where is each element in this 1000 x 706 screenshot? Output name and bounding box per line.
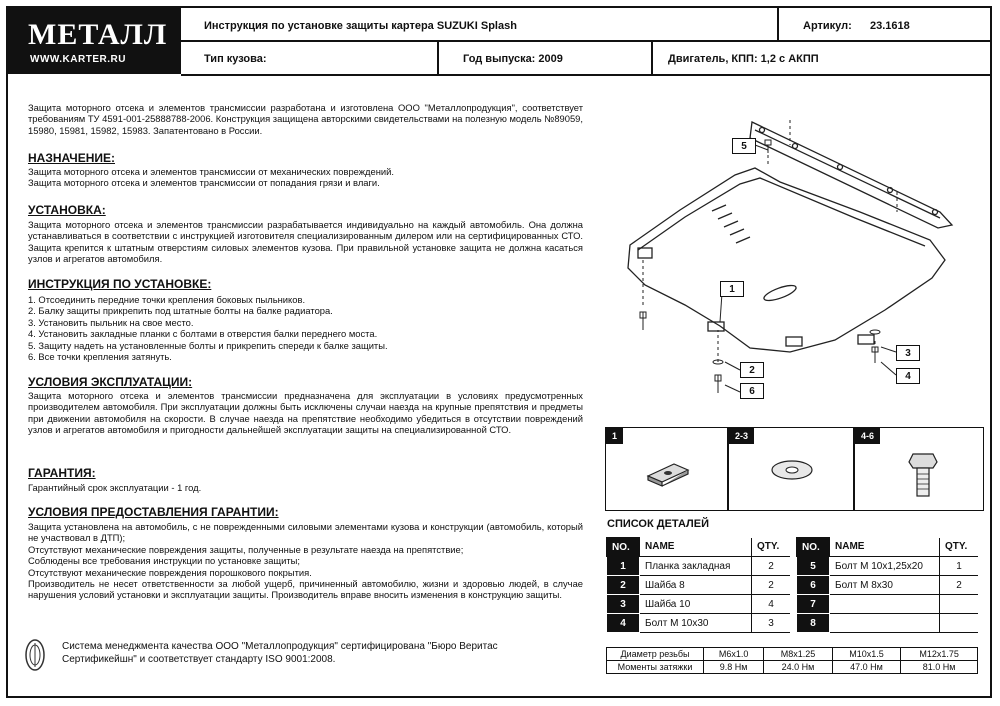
part-name: Планка закладная xyxy=(640,557,752,576)
part-qty: 3 xyxy=(752,614,791,633)
table-row xyxy=(607,661,978,674)
part-panel xyxy=(605,427,728,511)
engine: Двигатель, КПП: 1,2 с АКПП xyxy=(668,52,819,65)
thread-size: М8х1.25 xyxy=(764,648,833,661)
header-divider xyxy=(181,74,992,76)
diagram-callout: 4 xyxy=(896,368,920,384)
brand-name: МЕТАЛЛ xyxy=(28,18,168,51)
thread-size: М6х1.0 xyxy=(704,648,764,661)
part-name xyxy=(830,595,940,614)
parts-list-title: СПИСОК ДЕТАЛЕЙ xyxy=(607,518,709,530)
bolt-icon xyxy=(905,450,941,500)
conditions-text: Защита моторного отсека и элементов трансмиссии предназначена для эксплуатации в условиях предусмотренных производителем автомобиля. При эксплуатации должны быть исключены случаи наезда на крупные препятствия и предметы при движении автомобиля на скорости. В случае наезда на препятствие необходимо убедиться в отсутствии повреждений узлов и агрегатов автомобиля и пригодности дальнейшей эксплуатации защиты на специализированной СТО. xyxy=(28,390,583,436)
diagram-callout: 5 xyxy=(732,138,756,154)
instruction-step: 1. Отсоединить передние точки крепления боковых пыльников. xyxy=(28,294,306,305)
part-no: 1 xyxy=(607,557,640,576)
part-panel-label: 2-3 xyxy=(729,428,754,444)
skid-plate-edge xyxy=(638,178,925,250)
skid-plate-outline xyxy=(628,168,945,352)
instruction-step: 4. Установить закладные планки с болтами в отверстия балки переднего моста. xyxy=(28,328,378,340)
diagram-callout: 1 xyxy=(720,281,744,297)
washer-icon xyxy=(769,458,815,482)
part-no: 5 xyxy=(797,557,830,576)
col-header: NAME xyxy=(830,538,940,557)
col-header: NO. xyxy=(607,538,640,557)
certification-seal-icon xyxy=(24,638,46,672)
part-no: 3 xyxy=(607,595,640,614)
instruction-step: 3. Установить пыльник на свое место. xyxy=(28,316,194,328)
warranty-text: Гарантийный срок эксплуатации - 1 год. xyxy=(28,482,202,493)
purpose-text xyxy=(28,166,583,189)
col-header: NAME xyxy=(640,538,752,557)
torque-value: 9.8 Нм xyxy=(704,661,764,674)
warranty-term: Защита установлена на автомобиль, с не поврежденными силовыми элементами кузова и конструкции (автомобиль, который не участвовал в ДТП); xyxy=(28,521,583,544)
col-header: NO. xyxy=(797,538,830,557)
warranty-term: Соблюдены все требования инструкции по установке защиты; xyxy=(28,555,301,567)
col-header: QTY. xyxy=(752,538,791,557)
brand-site: WWW.KARTER.RU xyxy=(30,54,126,65)
part-panel xyxy=(854,427,984,511)
parts-table-left xyxy=(606,537,790,633)
table-row xyxy=(607,595,791,614)
intro-text: Защита моторного отсека и элементов трансмиссии разработана и изготовлена ООО "Металлопродукция", соответствует требованиям ТУ 4591-001-25888788-2006. Конструкция защищена авторскими свидетельствами на полезную модель №89059, 15980, 15981, 15982, 15983. Запатентовано в России. xyxy=(28,102,583,136)
torque-row-label: Диаметр резьбы xyxy=(607,648,704,661)
document-title: Инструкция по установке защиты картера SUZUKI Splash xyxy=(204,20,517,32)
plate-icon xyxy=(644,458,692,488)
warranty-terms-text xyxy=(28,521,583,601)
brand-logo xyxy=(8,8,179,74)
torque-value: 81.0 Нм xyxy=(901,661,978,674)
part-no: 7 xyxy=(797,595,830,614)
part-no: 4 xyxy=(607,614,640,633)
part-qty: 2 xyxy=(752,576,791,595)
section-title-purpose: НАЗНАЧЕНИЕ: xyxy=(28,151,115,165)
thread-size: М12х1.75 xyxy=(901,648,978,661)
part-qty xyxy=(940,595,979,614)
header-divider xyxy=(777,8,779,41)
table-row xyxy=(797,614,979,633)
torque-row-label: Моменты затяжки xyxy=(607,661,704,674)
part-name: Болт М 8х30 xyxy=(830,576,940,595)
section-title-instructions: ИНСТРУКЦИЯ ПО УСТАНОВКЕ: xyxy=(28,277,212,291)
part-qty: 2 xyxy=(940,576,979,595)
part-panel-label: 1 xyxy=(606,428,623,444)
thread-size: М10х1.5 xyxy=(832,648,901,661)
torque-table xyxy=(606,647,978,674)
table-header-row xyxy=(797,538,979,557)
warranty-term: Производитель не несет ответственности за любой ущерб, причиненный автомобилю, жизни и здоровью людей, в случае нарушения условий установки и эксплуатации защиты. Производитель вправе вносить изменения в конструкцию защиты. xyxy=(28,578,583,601)
section-title-conditions: УСЛОВИЯ ЭКСПЛУАТАЦИИ: xyxy=(28,375,193,389)
cert-line: Сертификейшн" и соответствует стандарту ISO 9001:2008. xyxy=(62,654,336,665)
part-name: Шайба 10 xyxy=(640,595,752,614)
parts-table-right xyxy=(796,537,978,633)
body-type: Тип кузова: xyxy=(204,52,267,65)
instruction-step: 2. Балку защиты прикрепить под штатные болты на балке радиатора. xyxy=(28,305,333,317)
diagram-callout: 6 xyxy=(740,383,764,399)
part-name: Болт М 10х1,25х20 xyxy=(830,557,940,576)
section-title-install: УСТАНОВКА: xyxy=(28,203,106,217)
instruction-step: 6. Все точки крепления затянуть. xyxy=(28,351,172,363)
part-name: Болт М 10х30 xyxy=(640,614,752,633)
header-divider xyxy=(437,41,439,75)
part-qty: 2 xyxy=(752,557,791,576)
table-row xyxy=(607,576,791,595)
header-divider xyxy=(181,40,992,42)
instructions-list xyxy=(28,294,583,362)
year: Год выпуска: 2009 xyxy=(463,52,563,65)
article-label: Артикул: xyxy=(803,20,852,32)
diagram-callout: 3 xyxy=(896,345,920,361)
warranty-term: Отсутствуют механические повреждения защиты, полученные в результате наезда на препятствие; xyxy=(28,543,464,555)
table-header-row xyxy=(607,538,791,557)
section-title-warranty: ГАРАНТИЯ: xyxy=(28,466,96,480)
part-name xyxy=(830,614,940,633)
warranty-term: Отсутствуют механические повреждения порошкового покрытия. xyxy=(28,566,312,578)
header-divider xyxy=(651,41,653,75)
col-header: QTY. xyxy=(940,538,979,557)
part-no: 2 xyxy=(607,576,640,595)
table-row xyxy=(607,648,978,661)
part-qty xyxy=(940,614,979,633)
torque-value: 24.0 Нм xyxy=(764,661,833,674)
section-title-warranty-terms: УСЛОВИЯ ПРЕДОСТАВЛЕНИЯ ГАРАНТИИ: xyxy=(28,505,279,519)
article-value: 23.1618 xyxy=(870,20,910,32)
table-row xyxy=(797,576,979,595)
part-panel-label: 4-6 xyxy=(855,428,880,444)
part-qty: 1 xyxy=(940,557,979,576)
part-name: Шайба 8 xyxy=(640,576,752,595)
part-qty: 4 xyxy=(752,595,791,614)
instruction-step: 5. Защиту надеть на установленные болты и прикрепить спереди к балке защиты. xyxy=(28,339,388,351)
torque-value: 47.0 Нм xyxy=(832,661,901,674)
table-row xyxy=(607,557,791,576)
table-row xyxy=(797,595,979,614)
purpose-line: Защита моторного отсека и элементов трансмиссии от механических повреждений. xyxy=(28,166,394,177)
part-no: 6 xyxy=(797,576,830,595)
table-row xyxy=(797,557,979,576)
part-no: 8 xyxy=(797,614,830,633)
installation-diagram xyxy=(600,100,985,410)
table-row xyxy=(607,614,791,633)
diagram-callout: 2 xyxy=(740,362,764,378)
install-text: Защита моторного отсека и элементов трансмиссии разрабатывается индивидуально на каждый автомобиль. Она должна устанавливаться в соответствии с инструкцией изготовителя специализированным дилером или на сертифицированных СТО. Защита крепится к штатным отверстиям силовых элементов кузова. При правильной установке защита не должна касаться узлов и агрегатов автомобиля. xyxy=(28,219,583,265)
purpose-line: Защита моторного отсека и элементов трансмиссии от попадания грязи и влаги. xyxy=(28,177,380,189)
part-panel xyxy=(728,427,854,511)
cert-line: Система менеджмента качества ООО "Металлопродукция" сертифицирована "Бюро Веритас xyxy=(62,641,498,652)
